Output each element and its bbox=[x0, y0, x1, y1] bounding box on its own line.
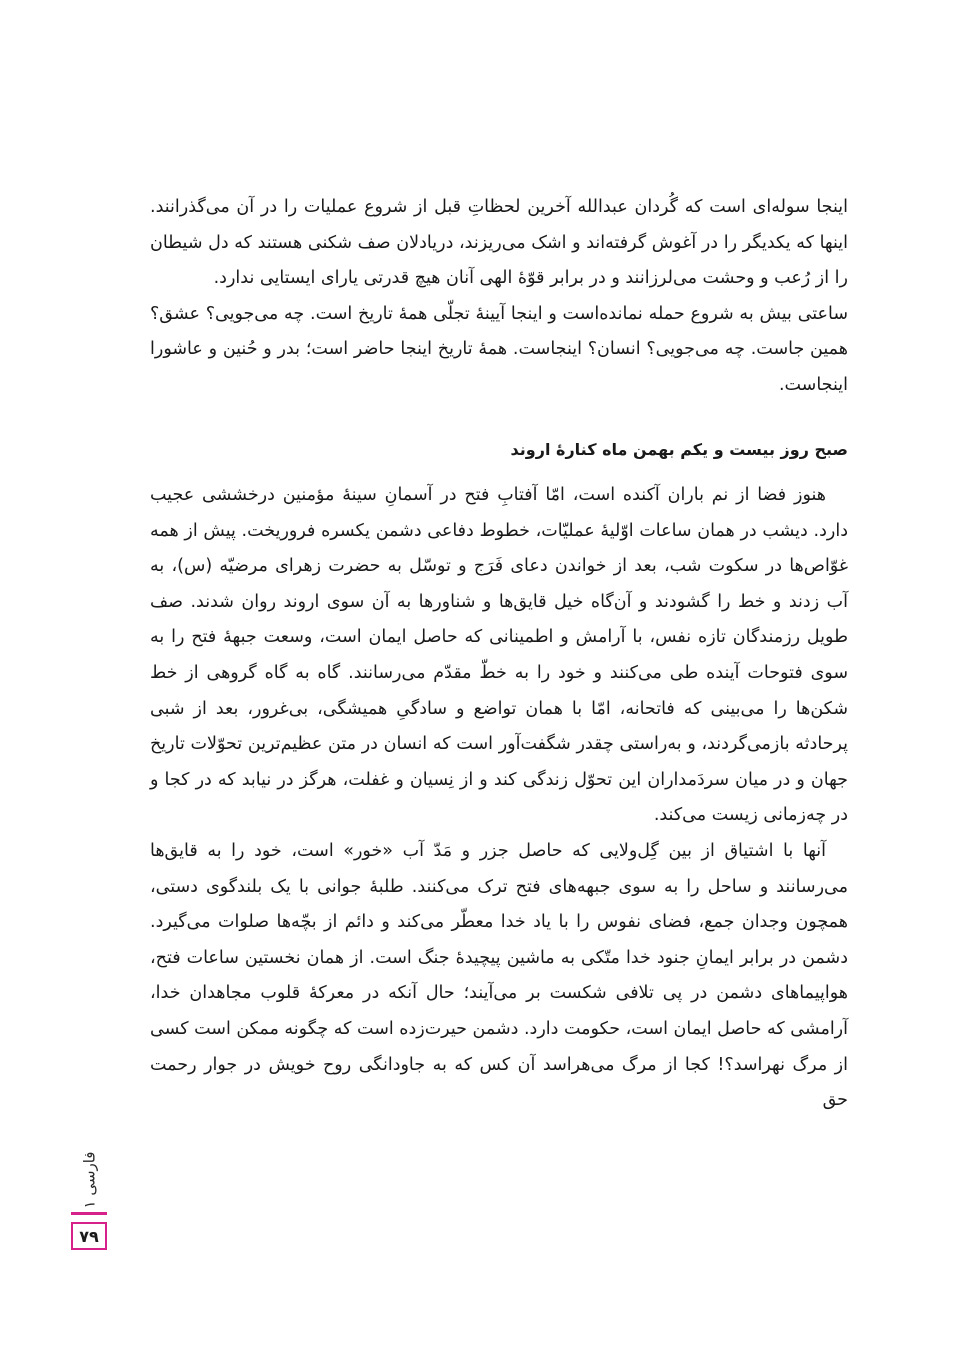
book-title-label bbox=[69, 1150, 109, 1210]
book-title: فارسی ۱ bbox=[80, 1151, 99, 1209]
main-section bbox=[150, 478, 848, 1119]
intro-paragraph-2: ساعتی بیش به شروع حمله نمانده‌است و اینجا آیینهٔ تجلّی همهٔ تاریخ است. چه می‌جویی؟ عشق؟ همین جاست. چه می‌جویی؟ انسان؟ اینجاست. همهٔ تاریخ اینجا حاضر است؛ بدر و حُنین و عاشورا اینجاست. bbox=[150, 303, 848, 395]
section-heading: صبح روز بیست و یکم بهمن ماه کنارهٔ اروند bbox=[510, 440, 848, 459]
page-number: ۷۹ bbox=[71, 1222, 107, 1250]
accent-divider bbox=[71, 1212, 107, 1215]
intro-paragraph-1: اینجا سوله‌ای است که گُردان عبدالله آخرین لحظاتِ قبل از شروع عملیات را در آن می‌گذرانند. اینها که یکدیگر را در آغوش گرفته‌اند و اشک می‌ریزند، دریادلان صف شکنی هستند که دل شیطان را از رُعب و وحشت می‌لرزانند و در برابر قوّهٔ الهی آنان هیچ قدرتی یارای ایستایی ندارد. bbox=[150, 197, 848, 289]
section-heading-wrap bbox=[150, 433, 848, 467]
intro-section bbox=[150, 190, 848, 404]
main-paragraph-1: هنوز فضا از نم باران آکنده است، امّا آفتابِ فتح در آسمانِ سینهٔ مؤمنین درخششی عجیب دارد. دیشب در همان ساعات اوّلیهٔ عملیّات، خطوط دفاعی دشمن یکسره فروریخت. پیش از همه غوّاص‌ها در سکوت شب، بعد از خواندن دعای فَرَج و توسّل به حضرت زهرای مرضیّه (س)، به آب زدند و خط را گشودند و آن‌گاه خیل قایق‌ها و شناورها به آن سوی اروند روان شدند. صف طویل رزمندگان تازه نفس، با آرامش و اطمینانی که حاصل ایمان است، وسعت جبههٔ فتح را به سوی فتوحات آینده طی می‌کنند و خود را به خطّ مقدّم می‌رسانند. گاه به گاه گروهی از خط شکن‌ها را می‌بینی که فاتحانه، امّا با همان تواضع و سادگیِ همیشگی، بی‌غرور، بعد از شبی پرحادثه بازمی‌گردند، و به‌راستی چقدر شگفت‌آور است که انسان در متن عظیم‌ترین تحوّلات تاریخ جهان و در میان سردَمداران این تحوّل زندگی کند و از نِسیان و غفلت، هرگز در نیابد که در کجا و در چه‌زمانی زیست می‌کند. bbox=[150, 485, 848, 826]
main-paragraph-2: آنها با اشتیاق از بین گِل‌ولایی که حاصل جزر و مَدّ آب «خور» است، خود را به قایق‌ها می‌رسانند و ساحل را به سوی جبهه‌های فتح ترک می‌کنند. طلبهٔ جوانی با یک بلندگوی دستی، همچون وجدان جمع، فضای نفوس را با یاد خدا معطّر می‌کند و دائم از بچّه‌ها صلوات می‌گیرد. دشمن در برابر ایمانِ جنود خدا متّکی به ماشین پیچیدهٔ جنگ است. از همان نخستین ساعات فتح، هواپیماهای دشمن در پی تلافی شکست بر می‌آیند؛ حال آنکه در معرکهٔ قلوب مجاهدان خدا، آرامشی که حاصل ایمان است، حکومت دارد. دشمن حیرت‌زده است که چگونه ممکن است کسی از مرگ نهراسد؟! کجا از مرگ می‌هراسد آن کس که به جاودانگی روح خویش در جوار رحمت حق bbox=[150, 840, 848, 1111]
